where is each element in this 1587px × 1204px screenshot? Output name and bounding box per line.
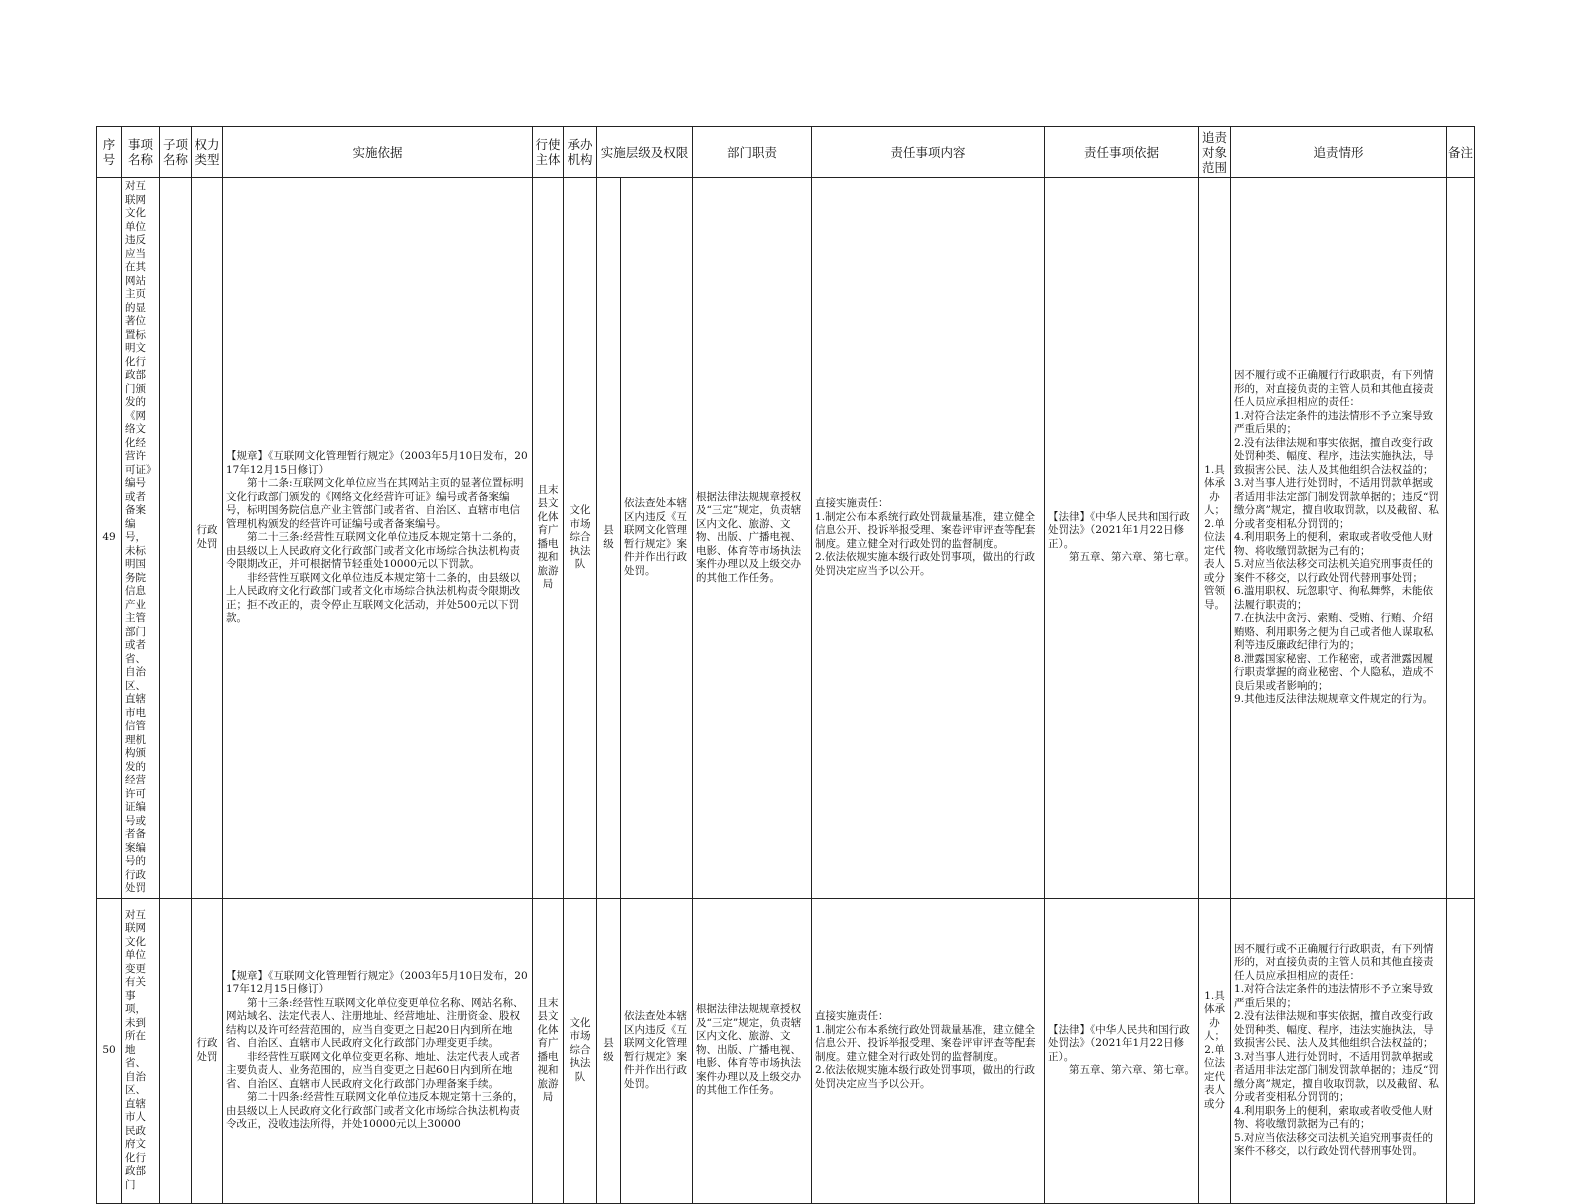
basis-paragraph: 第十二条:互联网文化单位应当在其网站主页的显著位置标明文化行政部门颁发的《网络文化经营许可证》编号或者备案编号，标明国务院信息产业主管部门或者省、自治区、直辖市电信管理机构颁发的经营许可证编号或者备案编号。 [226,477,524,530]
situation-item: 9.其他违反法律法规规章文件规定的行为。 [1234,693,1434,705]
resp-paragraph: 1.制定公布本系统行政处罚裁量基准，建立健全信息公开、投诉举报受理、案卷评审评查等配套制度。建立健全对行政处罚的监督制度。 [815,1023,1036,1063]
situation-item: 5.对应当依法移交司法机关追究刑事责任的案件不移交，以行政处罚代替刑事处罚； [1234,558,1434,584]
cell-resp-content [812,178,1045,899]
resp-basis-paragraph: 第五章、第六章、第七章。 [1069,551,1196,564]
power-list-table [96,126,1475,1204]
header-scope: 追责对象范围 [1199,127,1231,178]
header-agency: 承办机构 [564,127,597,178]
cell-basis [223,178,533,899]
situation-item: 8.泄露国家秘密、工作秘密，或者泄露因履行职责掌握的商业秘密、个人隐私，造成不良后果或者影响的； [1234,652,1434,692]
resp-paragraph: 2.依法依规实施本级行政处罚事项，做出的行政处罚决定应当予以公开。 [815,551,1036,577]
cell-agency: 文化市场综合执法队 [564,178,597,899]
cell-basis [223,898,533,1203]
basis-paragraph: 非经营性互联网文化单位变更名称、地址、法定代表人或者主要负责人、业务范围的，应当自变更之日起60日内到所在地省、自治区、直辖市人民政府文化行政部门办理备案手续。 [226,1050,520,1090]
situation-item: 4.利用职务上的便利，索取或者收受他人财物、将收缴罚款据为己有的； [1234,1104,1434,1130]
cell-subject: 且末县文化体育广播电视和旅游局 [533,178,564,899]
table-row [97,898,1475,1203]
situation-item: 因不履行或不正确履行行政职责，有下列情形的，对直接负责的主管人员和其他直接责任人员应承担相应的责任： [1234,369,1434,408]
cell-resp-basis [1045,898,1199,1203]
basis-paragraph: 第十三条:经营性互联网文化单位变更单位名称、网站名称、网站域名、法定代表人、注册地址、经营地址、注册资金、股权结构以及许可经营范围的，应当自变更之日起20日内到所在地省、自治区、直辖市人民政府文化行政部门办理变更手续。 [226,996,524,1049]
cell-subject: 且末县文化体育广播电视和旅游局 [533,898,564,1203]
cell-note [1447,898,1475,1203]
header-basis: 实施依据 [223,127,533,178]
cell-duty: 根据法律法规规章授权及“三定”规定，负责辖区内文化、旅游、文物、出版、广播电视、电影、体育等市场执法案件办理以及上级交办的其他工作任务。 [693,178,812,899]
header-resp-basis: 责任事项依据 [1045,127,1199,178]
header-level: 实施层级及权限 [597,127,693,178]
basis-paragraph: 【规章】《互联网文化管理暂行规定》（2003年5月10日发布，2017年12月15日修订） [226,450,528,476]
situation-item: 因不履行或不正确履行行政职责，有下列情形的，对直接负责的主管人员和其他直接责任人员应承担相应的责任： [1234,942,1434,982]
situation-item: 3.对当事人进行处罚时，不适用罚款单据或者适用非法定部门制发罚款单据的；违反“罚缴分离”规定，擅自收取罚款，以及截留、私分或者变相私分罚罚的； [1234,1050,1439,1103]
header-power-type: 权力类型 [192,127,223,178]
header-item-name: 事项名称 [122,127,160,178]
resp-paragraph: 直接实施责任： [815,1010,889,1022]
situation-item: 2.没有法律法规和事实依据，擅自改变行政处罚种类、幅度、程序，违法实施执法，导致损害公民、法人及其他组织合法权益的； [1234,436,1434,476]
basis-paragraph: 第二十四条:经营性互联网文化单位违反本规定第十三条的，由县级以上人民政府文化行政部门或者文化市场综合执法机构责令改正，没收违法所得，并处10000元以上30000 [226,1091,524,1130]
resp-paragraph: 2.依法依规实施本级行政处罚事项，做出的行政处罚决定应当予以公开。 [815,1064,1036,1090]
header-row [97,127,1475,178]
situation-item: 1.对符合法定条件的违法情形不予立案导致严重后果的； [1234,409,1434,435]
table-row [97,178,1475,899]
cell-agency: 文化市场综合执法队 [564,898,597,1203]
situation-item: 7.在执法中贪污、索贿、受贿、行贿、介绍贿赂、利用职务之便为自己或者他人谋取私利等违反廉政纪律行为的； [1234,612,1434,651]
basis-paragraph: 【规章】《互联网文化管理暂行规定》（2003年5月10日发布，2017年12月15日修订） [226,969,528,995]
cell-note [1447,178,1475,899]
cell-power-type: 行政处罚 [192,178,223,899]
header-situations: 追责情形 [1231,127,1447,178]
situation-item: 5.对应当依法移交司法机关追究刑事责任的案件不移交，以行政处罚代替刑事处罚。 [1234,1131,1434,1157]
situation-item: 6.滥用职权、玩忽职守、徇私舞弊，未能依法履行职责的； [1234,585,1434,611]
header-sub-item: 子项名称 [160,127,192,178]
header-subject: 行使主体 [533,127,564,178]
header-duty: 部门职责 [693,127,812,178]
cell-sub-item [160,178,192,899]
basis-paragraph: 非经营性互联网文化单位违反本规定第十二条的，由县级以上人民政府文化行政部门或者文化市场综合执法机构责令限期改正；拒不改正的，责令停止互联网文化活动，并处500元以下罚款。 [226,571,520,624]
cell-scope: 1.具体承办人；2.单位法定代表人或分管领导。 [1199,178,1231,899]
resp-paragraph: 直接实施责任： [815,497,889,510]
cell-situations [1231,178,1447,899]
cell-situations [1231,898,1447,1203]
power-list-table-sheet [96,126,1474,1191]
cell-power-type: 行政处罚 [192,898,223,1203]
cell-seq: 50 [97,898,122,1203]
cell-authority: 依法查处本辖区内违反《互联网文化管理暂行规定》案件并作出行政处罚。 [621,178,693,899]
cell-level: 县级 [597,178,621,899]
situation-item: 2.没有法律法规和事实依据，擅自改变行政处罚种类、幅度、程序，违法实施执法，导致损害公民、法人及其他组织合法权益的； [1234,1010,1434,1049]
cell-duty: 根据法律法规规章授权及“三定”规定，负责辖区内文化、旅游、文物、出版、广播电视、电影、体育等市场执法案件办理以及上级交办的其他工作任务。 [693,898,812,1203]
resp-basis-paragraph: 【法律】《中华人民共和国行政处罚法》（2021年1月22日修正）。 [1048,510,1190,550]
header-resp-content: 责任事项内容 [812,127,1045,178]
cell-resp-content [812,898,1045,1203]
header-note: 备注 [1447,127,1475,178]
header-seq: 序号 [97,127,122,178]
resp-basis-paragraph: 【法律】《中华人民共和国行政处罚法》（2021年1月22日修正）。 [1048,1023,1190,1063]
cell-level: 县级 [597,898,621,1203]
basis-paragraph: 第二十三条:经营性互联网文化单位违反本规定第十二条的，由县级以上人民政府文化行政部门或者文化市场综合执法机构责令限期改正，并可根据情节轻重处10000元以下罚款。 [226,531,524,570]
cell-resp-basis [1045,178,1199,899]
cell-authority: 依法查处本辖区内违反《互联网文化管理暂行规定》案件并作出行政处罚。 [621,898,693,1203]
situation-item: 1.对符合法定条件的违法情形不予立案导致严重后果的； [1234,983,1434,1009]
cell-item-name: 对互联网文化单位违反应当在其网站主页的显著位置标明文化行政部门颁发的《网络文化经营许可证》编号或者备案编号，未标明国务院信息产业主管部门或者省、自治区、直辖市电信管理机构颁发的经营许可证编号或者备案编号的行政处罚 [122,178,160,899]
situation-item: 3.对当事人进行处罚时，不适用罚款单据或者适用非法定部门制发罚款单据的；违反“罚缴分离”规定，擅自收取罚款，以及截留、私分或者变相私分罚罚的； [1234,477,1439,530]
cell-seq: 49 [97,178,122,899]
cell-scope: 1.具体承办人；2.单位法定代表人或分 [1199,898,1231,1203]
resp-paragraph: 1.制定公布本系统行政处罚裁量基准，建立健全信息公开、投诉举报受理、案卷评审评查等配套制度。建立健全对行政处罚的监督制度。 [815,510,1036,550]
cell-item-name: 对互联网文化单位变更有关事项，未到所在地省、自治区、直辖市人民政府文化行政部门 [122,898,160,1203]
resp-basis-paragraph: 第五章、第六章、第七章。 [1069,1064,1196,1076]
cell-sub-item [160,898,192,1203]
situation-item: 4.利用职务上的便利，索取或者收受他人财物、将收缴罚款据为己有的； [1234,531,1434,557]
